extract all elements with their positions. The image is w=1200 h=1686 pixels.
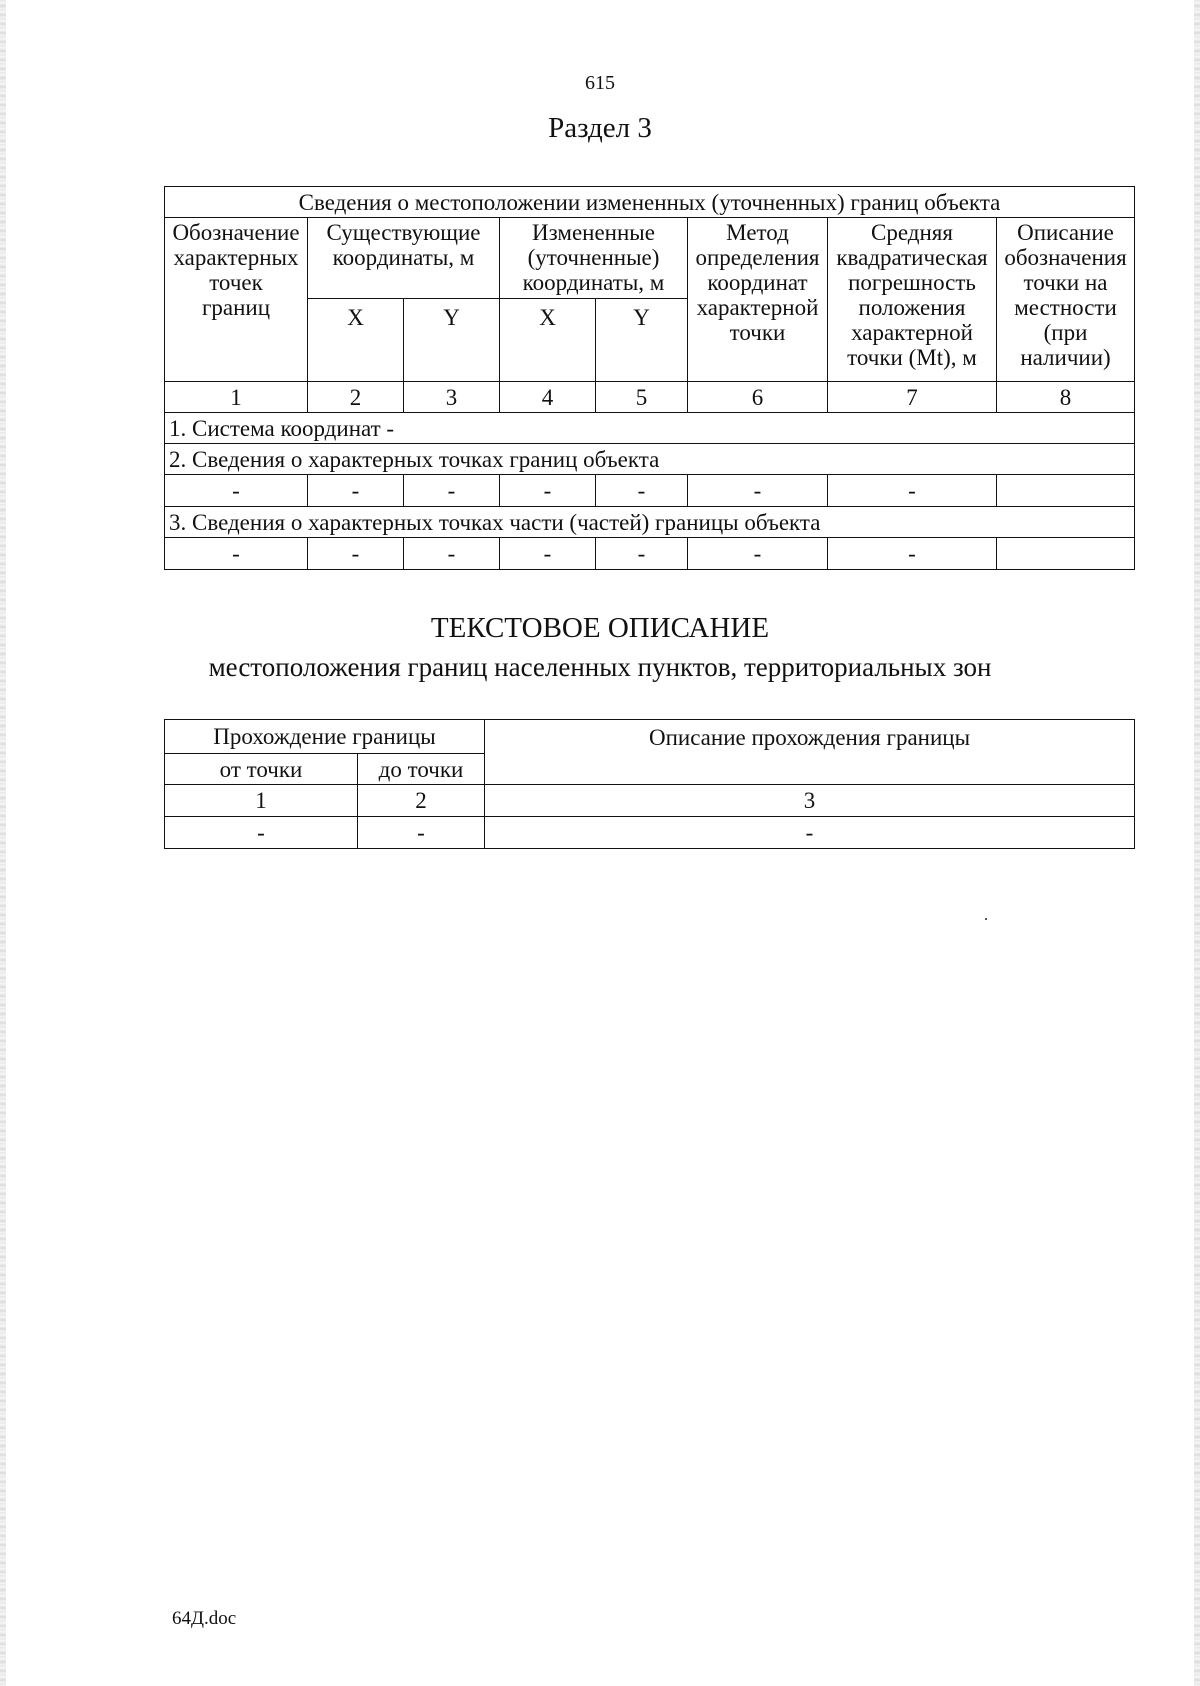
table-cell: -: [500, 538, 596, 570]
header-error-line: положения: [858, 295, 966, 320]
coordinates-table: [164, 186, 1135, 570]
header-existing-x: X: [308, 299, 404, 382]
text-description-title: ТЕКСТОВОЕ ОПИСАНИЕ: [430, 612, 770, 644]
page-number: 615: [585, 72, 615, 94]
header-boundary-description: Описание прохождения границы: [485, 720, 1135, 785]
header-description: [997, 218, 1135, 382]
header-changed-coordinates: [500, 218, 688, 299]
column-number: 3: [404, 382, 500, 413]
header-changed-line: (уточненные): [527, 245, 660, 270]
header-from-point: от точки: [165, 754, 358, 785]
header-to-point: до точки: [358, 754, 485, 785]
column-number: 2: [358, 785, 485, 817]
table-cell: -: [165, 475, 308, 507]
header-error: [828, 218, 997, 382]
table-cell: -: [404, 538, 500, 570]
header-changed-y: Y: [596, 299, 688, 382]
header-changed-x: X: [500, 299, 596, 382]
header-method-line: точки: [729, 320, 786, 345]
column-number: 1: [165, 785, 358, 817]
header-designation-line: характерных: [173, 245, 299, 270]
header-existing-line: координаты, м: [332, 245, 475, 270]
table-cell: -: [688, 538, 828, 570]
column-number: 8: [997, 382, 1135, 413]
table-cell: [997, 538, 1135, 570]
table-cell: -: [828, 538, 997, 570]
table-cell: -: [500, 475, 596, 507]
header-method-line: определения: [695, 245, 820, 270]
header-method-line: Метод: [726, 220, 789, 245]
header-designation-line: границ: [201, 295, 271, 320]
header-description-line: Описание: [1017, 220, 1114, 245]
header-designation-line: точек: [209, 270, 263, 295]
table-cell: -: [596, 475, 688, 507]
table-cell: -: [485, 817, 1135, 849]
header-error-line: погрешность: [848, 270, 976, 295]
header-existing-line: Существующие: [326, 220, 481, 245]
header-designation: [165, 218, 308, 382]
row-parts-heading: 3. Сведения о характерных точках части (частей) границы объекта: [165, 507, 1135, 538]
column-number: 3: [485, 785, 1135, 817]
table-cell: [997, 475, 1135, 507]
column-number: 1: [165, 382, 308, 413]
header-method-line: координат: [707, 270, 808, 295]
text-description-subtitle: местоположения границ населенных пунктов, территориальных зон: [208, 652, 992, 682]
header-description-line: точки на: [1023, 270, 1108, 295]
header-existing-coordinates: [308, 218, 500, 299]
column-number: 2: [308, 382, 404, 413]
scan-edge-right: [1194, 0, 1200, 1686]
table-cell: -: [165, 538, 308, 570]
header-changed-line: Измененные: [532, 220, 655, 245]
header-method: [688, 218, 828, 382]
table-cell: -: [358, 817, 485, 849]
row-points-heading: 2. Сведения о характерных точках границ объекта: [165, 444, 1135, 475]
row-coordinate-system: 1. Система координат -: [165, 413, 1135, 444]
table-cell: -: [308, 475, 404, 507]
header-boundary-passage: Прохождение границы: [165, 720, 485, 754]
boundary-description-table: [164, 719, 1135, 849]
table-cell: -: [828, 475, 997, 507]
table-cell: -: [688, 475, 828, 507]
table-cell: -: [404, 475, 500, 507]
header-error-line: характерной: [851, 320, 973, 345]
header-description-line: (при: [1043, 320, 1088, 345]
header-existing-y: Y: [404, 299, 500, 382]
footer-file-name: 64Д.doc: [172, 1608, 237, 1629]
coordinates-table-caption: Сведения о местоположении измененных (уточненных) границ объекта: [165, 187, 1135, 218]
header-error-line: Средняя: [871, 220, 953, 245]
header-designation-line: Обозначение: [172, 220, 300, 245]
header-changed-line: координаты, м: [522, 270, 665, 295]
header-description-line: обозначения: [1004, 245, 1127, 270]
header-error-line: квадратическая: [836, 245, 988, 270]
column-number: 7: [828, 382, 997, 413]
table-cell: -: [308, 538, 404, 570]
scan-edge-left: [0, 0, 6, 1686]
column-number: 4: [500, 382, 596, 413]
header-description-line: местности: [1014, 295, 1117, 320]
column-number: 6: [688, 382, 828, 413]
header-method-line: характерной: [696, 295, 819, 320]
scan-speck: [985, 918, 987, 920]
section-title: Раздел 3: [548, 112, 652, 144]
table-cell: -: [165, 817, 358, 849]
table-cell: -: [596, 538, 688, 570]
header-description-line: наличии): [1020, 345, 1111, 370]
header-error-line: точки (Mt), м: [847, 345, 977, 370]
column-number: 5: [596, 382, 688, 413]
